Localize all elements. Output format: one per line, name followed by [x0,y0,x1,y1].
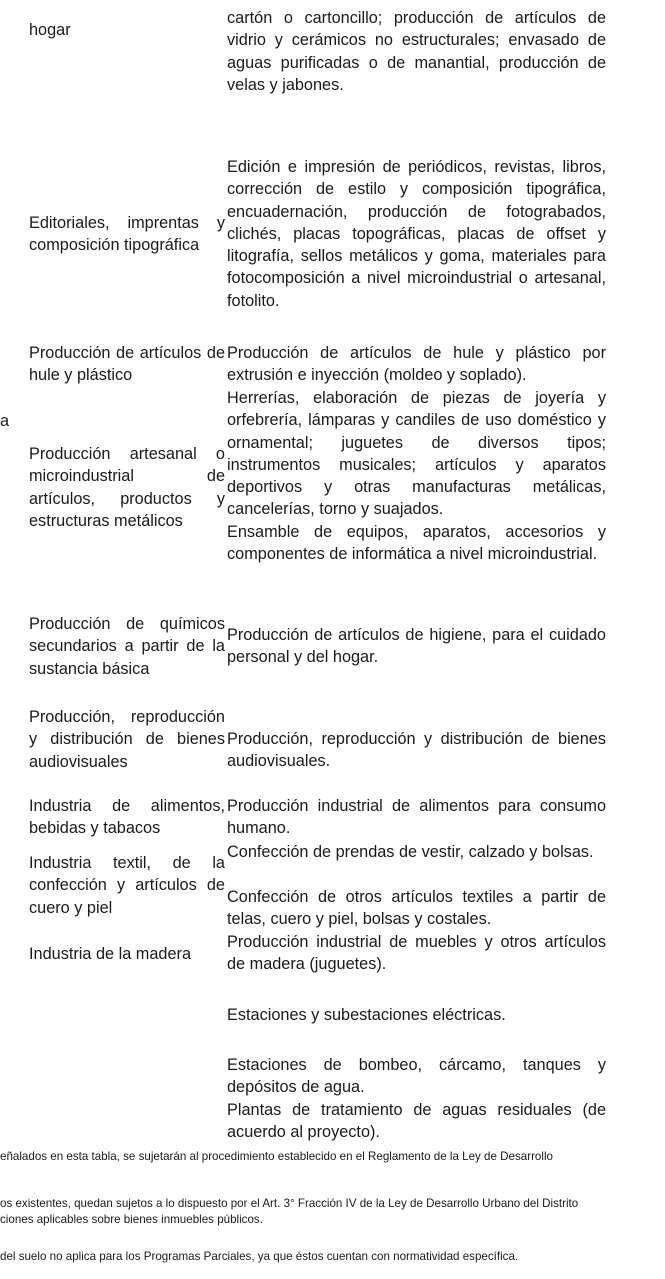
stray-character: a [0,412,10,430]
row-hogar-description: cartón o cartoncillo; producción de artículos de vidrio y cerámicos no estructurales; envasado de aguas purificadas o de manantial, producción de velas y jabones. [227,9,606,94]
row-editoriales-category: Editoriales, imprentas y composición tipográfica [29,214,225,255]
row-agua-description-2: Plantas de tratamiento de aguas residuales (de acuerdo al proyecto). [227,1101,606,1142]
footnote-1: eñalados en esta tabla, se sujetarán al procedimiento establecido en el Reglamento de la Ley de Desarrollo [0,1150,553,1163]
row-electricas-description: Estaciones y subestaciones eléctricas. [227,1006,506,1024]
row-agua-description: Estaciones de bombeo, cárcamo, tanques y depósitos de agua. [227,1056,606,1097]
footnote-3: del suelo no aplica para los Programas Parciales, ya que éstos cuentan con normatividad específica. [0,1250,519,1263]
row-textil-description-2: Confección de otros artículos textiles a partir de telas, cuero y piel, bolsas y costales. [227,888,606,929]
row-hule-plastico-description: Producción de artículos de hule y plástico por extrusión e inyección (moldeo y soplado). [227,344,606,385]
footnote-2: os existentes, quedan sujetos a lo dispuesto por el Art. 3° Fracción IV de la Ley de Desarrollo Urbano del Distrito [0,1197,579,1210]
row-audiovisuales-description: Producción, reproducción y distribución de bienes audiovisuales. [227,730,606,771]
footnote-2-continued: ciones aplicables sobre bienes inmuebles públicos. [0,1213,263,1226]
row-textil-category: Industria textil, de la confección y artículos de cuero y piel [29,854,225,917]
row-alimentos-description: Producción industrial de alimentos para consumo humano. [227,797,606,838]
row-metalicos-description-2: Ensamble de equipos, aparatos, accesorios y componentes de informática a nivel microindustrial. [227,523,606,564]
row-audiovisuales-category: Producción, reproducción y distribución de bienes audiovisuales [29,708,225,771]
row-quimicos-category: Producción de químicos secundarios a partir de la sustancia básica [29,615,225,678]
row-madera-category: Industria de la madera [29,945,192,963]
row-madera-description: Producción industrial de muebles y otros artículos de madera (juguetes). [227,933,606,974]
row-hogar-category: hogar [29,21,71,39]
row-quimicos-description: Producción de artículos de higiene, para el cuidado personal y del hogar. [227,626,606,667]
row-textil-description: Confección de prendas de vestir, calzado y bolsas. [227,843,594,861]
row-metalicos-description: Herrerías, elaboración de piezas de joyería y orfebrería, lámparas y candiles de uso doméstico y ornamental; juguetes de diversos tipos; instrumentos musicales; artículos y aparatos deportivos y otras manufacturas metálicas, cancelerías, torno y suajados. [227,389,606,519]
row-hule-plastico-category: Producción de artículos de hule y plástico [29,344,225,385]
row-editoriales-description: Edición e impresión de periódicos, revistas, libros, corrección de estilo y composición tipográfica, encuadernación, producción de fotograbados, clichés, placas topográficas, placas de offset y litografía, sellos metálicos y goma, materiales para fotocomposición a nivel microindustrial o artesanal, fotolito. [227,158,606,310]
row-metalicos-category: Producción artesanal o microindustrial de artículos, productos y estructuras metálicos [29,445,225,530]
row-alimentos-category: Industria de alimentos, bebidas y tabacos [29,797,225,838]
